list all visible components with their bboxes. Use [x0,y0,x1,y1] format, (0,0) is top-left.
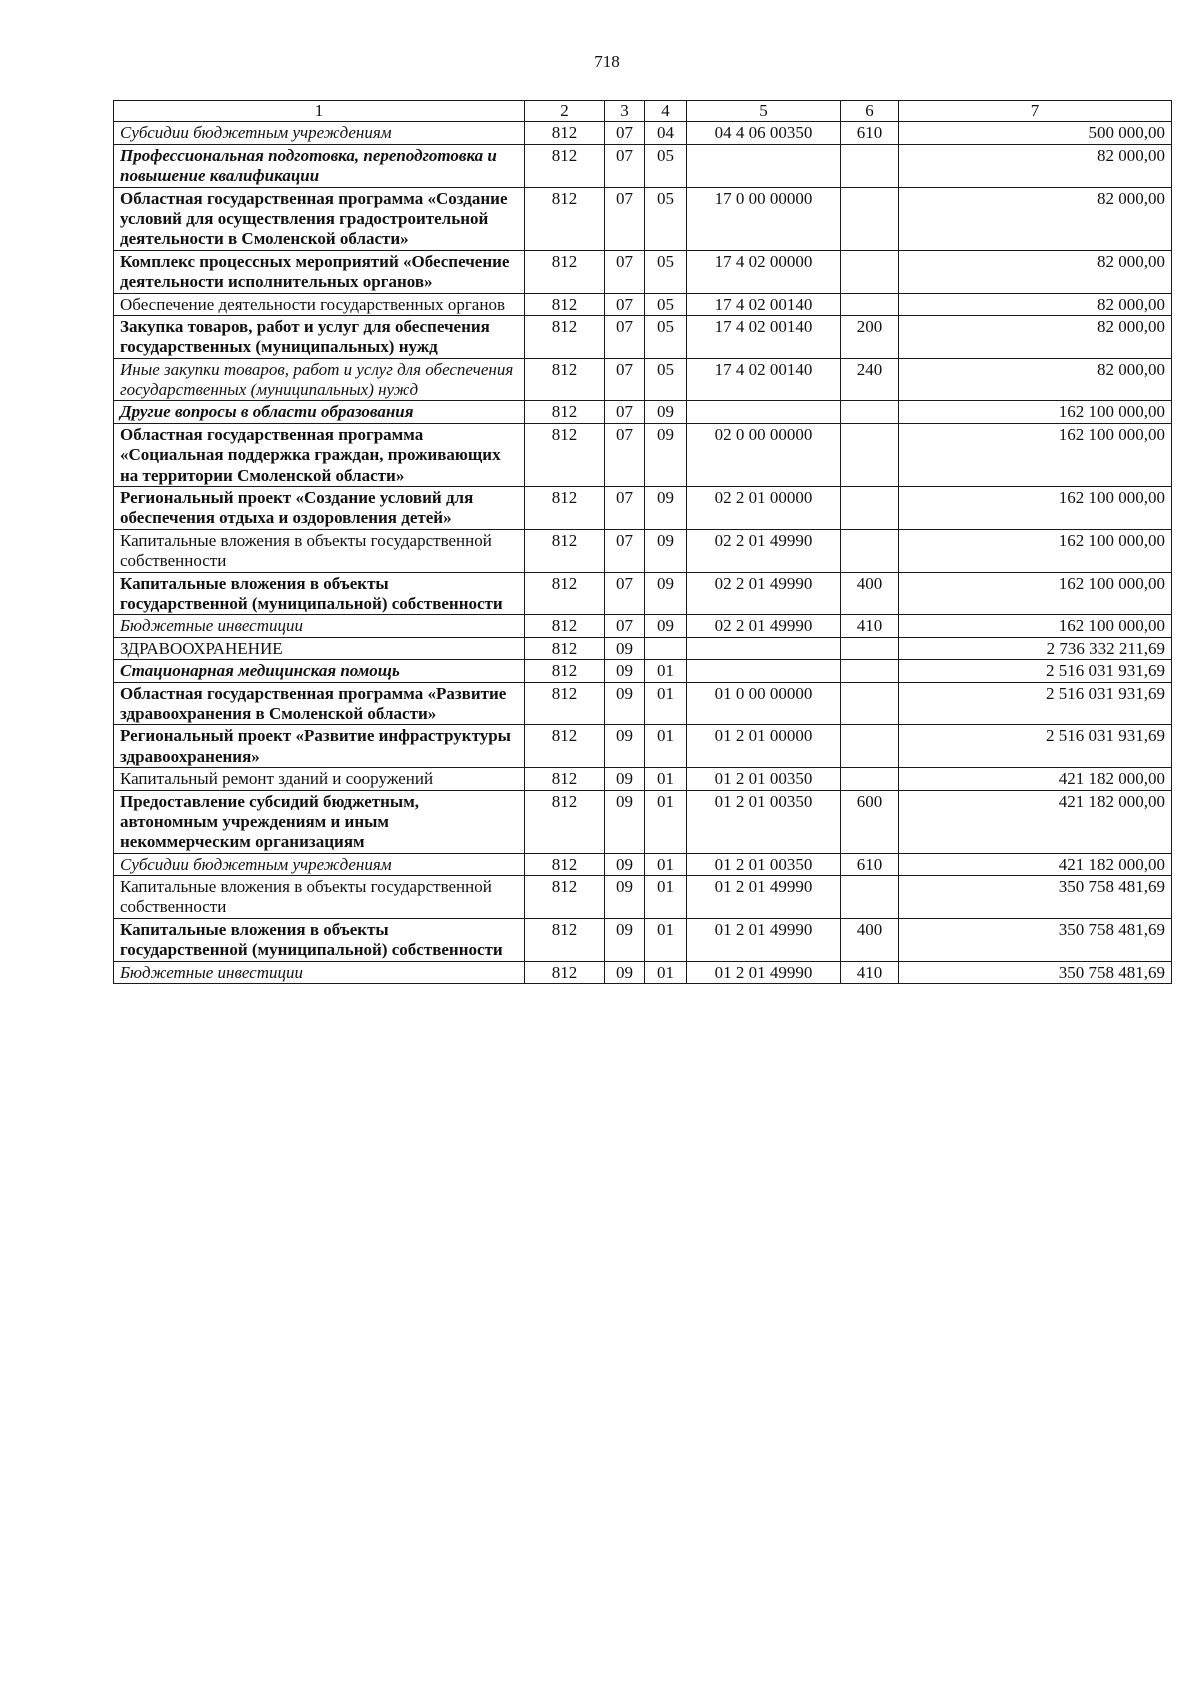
row-amount: 82 000,00 [899,293,1172,315]
row-ministry-code: 812 [525,961,605,983]
row-amount: 82 000,00 [899,144,1172,187]
row-section-code: 09 [605,961,645,983]
row-amount: 421 182 000,00 [899,790,1172,853]
row-ministry-code: 812 [525,853,605,875]
row-subsection-code: 01 [645,660,687,682]
row-ministry-code: 812 [525,615,605,637]
row-name: Капитальные вложения в объекты государственной собственности [114,876,525,919]
row-name: Бюджетные инвестиции [114,961,525,983]
row-section-code: 07 [605,250,645,293]
row-section-code: 09 [605,768,645,790]
row-target-article: 01 2 01 00350 [687,768,841,790]
row-section-code: 07 [605,529,645,572]
row-target-article: 01 2 01 49990 [687,918,841,961]
row-name: Областная государственная программа «Создание условий для осуществления градостроительной деятельности в Смоленской области» [114,187,525,250]
row-target-article [687,637,841,659]
row-subsection-code: 05 [645,293,687,315]
row-name: Региональный проект «Создание условий для обеспечения отдыха и оздоровления детей» [114,487,525,530]
row-expense-type [841,660,899,682]
row-target-article: 17 4 02 00140 [687,293,841,315]
row-section-code: 07 [605,315,645,358]
row-ministry-code: 812 [525,682,605,725]
table-row [114,660,1172,682]
row-expense-type [841,423,899,486]
header-col-7: 7 [899,101,1172,122]
table-row [114,572,1172,615]
row-name: Иные закупки товаров, работ и услуг для обеспечения государственных (муниципальных) нужд [114,358,525,401]
row-expense-type: 400 [841,572,899,615]
row-subsection-code: 01 [645,918,687,961]
row-name: Капитальные вложения в объекты государственной (муниципальной) собственности [114,572,525,615]
row-ministry-code: 812 [525,144,605,187]
row-target-article: 01 0 00 00000 [687,682,841,725]
row-subsection-code: 01 [645,853,687,875]
row-amount: 82 000,00 [899,187,1172,250]
row-expense-type [841,876,899,919]
header-row [114,101,1172,122]
row-target-article: 02 2 01 49990 [687,572,841,615]
row-amount: 162 100 000,00 [899,615,1172,637]
row-amount: 350 758 481,69 [899,918,1172,961]
row-target-article: 01 2 01 00000 [687,725,841,768]
row-amount: 421 182 000,00 [899,768,1172,790]
row-name: Предоставление субсидий бюджетным, автономным учреждениям и иным некоммерческим организациям [114,790,525,853]
row-ministry-code: 812 [525,293,605,315]
row-amount: 82 000,00 [899,358,1172,401]
row-name: Капитальные вложения в объекты государственной (муниципальной) собственности [114,918,525,961]
table-row [114,637,1172,659]
header-col-1: 1 [114,101,525,122]
row-amount: 82 000,00 [899,250,1172,293]
table-row [114,293,1172,315]
row-section-code: 07 [605,423,645,486]
row-target-article: 01 2 01 00350 [687,853,841,875]
header-col-5: 5 [687,101,841,122]
row-section-code: 09 [605,637,645,659]
row-subsection-code: 01 [645,725,687,768]
table-row [114,768,1172,790]
table-row [114,423,1172,486]
row-section-code: 09 [605,876,645,919]
row-amount: 162 100 000,00 [899,401,1172,423]
row-ministry-code: 812 [525,187,605,250]
row-subsection-code: 01 [645,790,687,853]
row-expense-type: 610 [841,853,899,875]
row-section-code: 07 [605,358,645,401]
row-amount: 500 000,00 [899,122,1172,144]
budget-table [113,100,1172,984]
row-subsection-code: 05 [645,187,687,250]
row-target-article [687,660,841,682]
row-expense-type: 600 [841,790,899,853]
table-row [114,682,1172,725]
row-ministry-code: 812 [525,790,605,853]
row-name: Областная государственная программа «Развитие здравоохранения в Смоленской области» [114,682,525,725]
row-amount: 350 758 481,69 [899,876,1172,919]
row-target-article: 02 2 01 49990 [687,615,841,637]
row-subsection-code: 09 [645,615,687,637]
table-row [114,961,1172,983]
row-ministry-code: 812 [525,572,605,615]
row-ministry-code: 812 [525,487,605,530]
row-name: ЗДРАВООХРАНЕНИЕ [114,637,525,659]
row-subsection-code: 05 [645,358,687,401]
table-row [114,401,1172,423]
row-amount: 82 000,00 [899,315,1172,358]
row-name: Комплекс процессных мероприятий «Обеспечение деятельности исполнительных органов» [114,250,525,293]
row-subsection-code: 09 [645,423,687,486]
row-expense-type [841,768,899,790]
row-section-code: 09 [605,790,645,853]
table-row [114,725,1172,768]
table-row [114,144,1172,187]
row-ministry-code: 812 [525,768,605,790]
row-subsection-code: 01 [645,768,687,790]
row-expense-type [841,144,899,187]
row-ministry-code: 812 [525,876,605,919]
row-name: Закупка товаров, работ и услуг для обеспечения государственных (муниципальных) нужд [114,315,525,358]
row-section-code: 09 [605,853,645,875]
row-amount: 2 516 031 931,69 [899,725,1172,768]
row-name: Областная государственная программа «Социальная поддержка граждан, проживающих на территории Смоленской области» [114,423,525,486]
row-expense-type [841,637,899,659]
row-expense-type: 610 [841,122,899,144]
row-target-article: 17 4 02 00140 [687,315,841,358]
row-ministry-code: 812 [525,637,605,659]
table-row [114,790,1172,853]
row-subsection-code: 09 [645,401,687,423]
row-section-code: 07 [605,144,645,187]
row-ministry-code: 812 [525,725,605,768]
header-col-4: 4 [645,101,687,122]
table-row [114,487,1172,530]
row-expense-type [841,682,899,725]
table-row [114,853,1172,875]
row-amount: 421 182 000,00 [899,853,1172,875]
row-name: Региональный проект «Развитие инфраструктуры здравоохранения» [114,725,525,768]
row-subsection-code: 09 [645,529,687,572]
row-target-article: 02 2 01 00000 [687,487,841,530]
header-col-2: 2 [525,101,605,122]
row-section-code: 07 [605,401,645,423]
row-amount: 162 100 000,00 [899,529,1172,572]
row-amount: 2 736 332 211,69 [899,637,1172,659]
row-ministry-code: 812 [525,660,605,682]
row-subsection-code [645,637,687,659]
row-target-article [687,144,841,187]
row-expense-type: 400 [841,918,899,961]
row-expense-type [841,529,899,572]
row-target-article [687,401,841,423]
row-amount: 350 758 481,69 [899,961,1172,983]
row-name: Субсидии бюджетным учреждениям [114,853,525,875]
table-body [114,122,1172,984]
row-expense-type: 410 [841,961,899,983]
header-col-6: 6 [841,101,899,122]
row-subsection-code: 01 [645,682,687,725]
row-subsection-code: 04 [645,122,687,144]
row-target-article: 01 2 01 00350 [687,790,841,853]
table-row [114,876,1172,919]
row-name: Бюджетные инвестиции [114,615,525,637]
row-expense-type [841,401,899,423]
row-section-code: 07 [605,122,645,144]
row-target-article: 01 2 01 49990 [687,876,841,919]
row-section-code: 07 [605,487,645,530]
row-subsection-code: 09 [645,487,687,530]
row-name: Профессиональная подготовка, переподготовка и повышение квалификации [114,144,525,187]
page-number: 718 [594,52,620,71]
row-amount: 162 100 000,00 [899,487,1172,530]
header-col-3: 3 [605,101,645,122]
row-section-code: 09 [605,682,645,725]
row-subsection-code: 01 [645,876,687,919]
row-target-article: 17 4 02 00000 [687,250,841,293]
row-amount: 2 516 031 931,69 [899,682,1172,725]
row-ministry-code: 812 [525,358,605,401]
row-expense-type: 410 [841,615,899,637]
row-subsection-code: 05 [645,315,687,358]
row-section-code: 07 [605,187,645,250]
row-name: Капитальные вложения в объекты государственной собственности [114,529,525,572]
row-target-article: 02 2 01 49990 [687,529,841,572]
row-section-code: 07 [605,572,645,615]
table-row [114,615,1172,637]
row-expense-type [841,187,899,250]
row-expense-type: 240 [841,358,899,401]
row-section-code: 09 [605,918,645,961]
row-expense-type [841,487,899,530]
table-row [114,918,1172,961]
row-amount: 162 100 000,00 [899,572,1172,615]
row-target-article: 17 0 00 00000 [687,187,841,250]
row-name: Стационарная медицинская помощь [114,660,525,682]
row-section-code: 09 [605,725,645,768]
row-name: Капитальный ремонт зданий и сооружений [114,768,525,790]
row-name: Субсидии бюджетным учреждениям [114,122,525,144]
row-ministry-code: 812 [525,401,605,423]
row-ministry-code: 812 [525,122,605,144]
row-ministry-code: 812 [525,423,605,486]
row-ministry-code: 812 [525,529,605,572]
row-subsection-code: 09 [645,572,687,615]
row-name: Обеспечение деятельности государственных органов [114,293,525,315]
row-name: Другие вопросы в области образования [114,401,525,423]
table-row [114,122,1172,144]
row-section-code: 09 [605,660,645,682]
row-target-article: 04 4 06 00350 [687,122,841,144]
table-row [114,187,1172,250]
row-subsection-code: 05 [645,144,687,187]
table-row [114,250,1172,293]
row-section-code: 07 [605,615,645,637]
row-ministry-code: 812 [525,918,605,961]
row-expense-type [841,250,899,293]
row-ministry-code: 812 [525,315,605,358]
row-section-code: 07 [605,293,645,315]
row-target-article: 17 4 02 00140 [687,358,841,401]
row-amount: 162 100 000,00 [899,423,1172,486]
table-row [114,315,1172,358]
row-target-article: 01 2 01 49990 [687,961,841,983]
row-amount: 2 516 031 931,69 [899,660,1172,682]
row-subsection-code: 01 [645,961,687,983]
table-row [114,529,1172,572]
row-target-article: 02 0 00 00000 [687,423,841,486]
row-expense-type: 200 [841,315,899,358]
table-row [114,358,1172,401]
row-expense-type [841,725,899,768]
row-subsection-code: 05 [645,250,687,293]
row-ministry-code: 812 [525,250,605,293]
row-expense-type [841,293,899,315]
